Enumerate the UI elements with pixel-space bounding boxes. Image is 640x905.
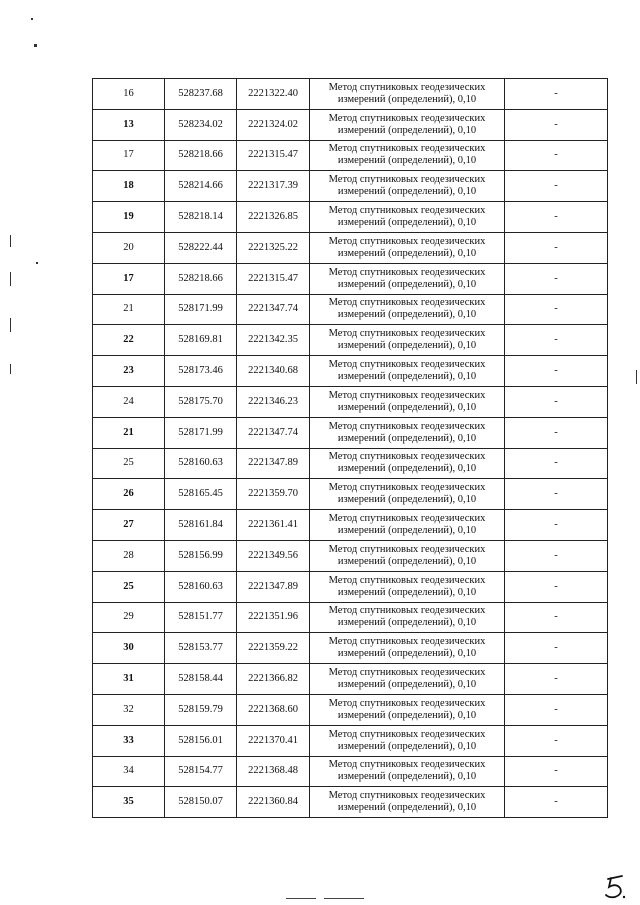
method-cell [310, 140, 505, 171]
point-number-cell: 17 [93, 263, 165, 294]
y-coordinate-cell: 2221370.41 [237, 725, 310, 756]
method-line-2: измерений (определений), 0,10 [337, 186, 477, 198]
method-line-1: Метод спутниковых геодезических [328, 451, 486, 463]
note-cell: - [505, 294, 608, 325]
coordinates-table-body [93, 79, 608, 818]
note-cell: - [505, 664, 608, 695]
x-coordinate-cell: 528165.45 [165, 479, 237, 510]
x-coordinate-cell: 528173.46 [165, 356, 237, 387]
point-number-cell: 28 [93, 540, 165, 571]
method-cell [310, 510, 505, 541]
note-cell: - [505, 448, 608, 479]
note-cell: - [505, 109, 608, 140]
method-line-2: измерений (определений), 0,10 [337, 371, 477, 383]
method-cell [310, 325, 505, 356]
method-line-2: измерений (определений), 0,10 [337, 309, 477, 321]
table-row [93, 756, 608, 787]
y-coordinate-cell: 2221340.68 [237, 356, 310, 387]
table-row [93, 356, 608, 387]
table-row [93, 448, 608, 479]
table-row [93, 232, 608, 263]
method-line-2: измерений (определений), 0,10 [337, 555, 477, 567]
x-coordinate-cell: 528218.66 [165, 263, 237, 294]
method-cell [310, 694, 505, 725]
method-line-2: измерений (определений), 0,10 [337, 340, 477, 352]
point-number-cell: 16 [93, 79, 165, 110]
note-cell: - [505, 510, 608, 541]
method-cell [310, 664, 505, 695]
method-line-2: измерений (определений), 0,10 [337, 771, 477, 783]
method-cell [310, 787, 505, 818]
x-coordinate-cell: 528171.99 [165, 417, 237, 448]
method-line-1: Метод спутниковых геодезических [328, 636, 486, 648]
method-line-2: измерений (определений), 0,10 [337, 155, 477, 167]
point-number-cell: 31 [93, 664, 165, 695]
table-row [93, 140, 608, 171]
point-number-cell: 22 [93, 325, 165, 356]
method-cell [310, 356, 505, 387]
x-coordinate-cell: 528214.66 [165, 171, 237, 202]
note-cell: - [505, 417, 608, 448]
x-coordinate-cell: 528218.14 [165, 202, 237, 233]
method-line-1: Метод спутниковых геодезических [328, 790, 486, 802]
point-number-cell: 27 [93, 510, 165, 541]
y-coordinate-cell: 2221366.82 [237, 664, 310, 695]
y-coordinate-cell: 2221360.84 [237, 787, 310, 818]
x-coordinate-cell: 528160.63 [165, 448, 237, 479]
scan-mark [10, 235, 11, 247]
y-coordinate-cell: 2221368.48 [237, 756, 310, 787]
point-number-cell: 35 [93, 787, 165, 818]
y-coordinate-cell: 2221359.70 [237, 479, 310, 510]
method-line-1: Метод спутниковых геодезических [328, 389, 486, 401]
method-line-2: измерений (определений), 0,10 [337, 494, 477, 506]
method-cell [310, 109, 505, 140]
note-cell: - [505, 263, 608, 294]
method-line-2: измерений (определений), 0,10 [337, 679, 477, 691]
method-line-2: измерений (определений), 0,10 [337, 802, 477, 814]
point-number-cell: 25 [93, 448, 165, 479]
note-cell: - [505, 725, 608, 756]
x-coordinate-cell: 528175.70 [165, 386, 237, 417]
scan-mark [10, 364, 11, 374]
x-coordinate-cell: 528156.99 [165, 540, 237, 571]
method-line-1: Метод спутниковых геодезических [328, 605, 486, 617]
point-number-cell: 21 [93, 294, 165, 325]
method-line-2: измерений (определений), 0,10 [337, 740, 477, 752]
table-row [93, 664, 608, 695]
table-row [93, 725, 608, 756]
table-row [93, 540, 608, 571]
method-line-2: измерений (определений), 0,10 [337, 586, 477, 598]
scan-mark [636, 370, 637, 384]
note-cell: - [505, 694, 608, 725]
page-number-handwritten [602, 872, 628, 900]
method-line-1: Метод спутниковых геодезических [328, 266, 486, 278]
x-coordinate-cell: 528222.44 [165, 232, 237, 263]
y-coordinate-cell: 2221317.39 [237, 171, 310, 202]
method-line-2: измерений (определений), 0,10 [337, 93, 477, 105]
method-line-1: Метод спутниковых геодезических [328, 667, 486, 679]
table-row [93, 386, 608, 417]
note-cell: - [505, 356, 608, 387]
point-number-cell: 17 [93, 140, 165, 171]
method-line-2: измерений (определений), 0,10 [337, 463, 477, 475]
method-cell [310, 171, 505, 202]
method-line-2: измерений (определений), 0,10 [337, 617, 477, 629]
y-coordinate-cell: 2221347.74 [237, 417, 310, 448]
scan-mark [10, 272, 11, 286]
bottom-scan-line [286, 898, 316, 899]
method-cell [310, 571, 505, 602]
method-line-1: Метод спутниковых геодезических [328, 359, 486, 371]
coordinates-table [92, 78, 608, 818]
x-coordinate-cell: 528151.77 [165, 602, 237, 633]
y-coordinate-cell: 2221324.02 [237, 109, 310, 140]
note-cell: - [505, 571, 608, 602]
x-coordinate-cell: 528160.63 [165, 571, 237, 602]
note-cell: - [505, 232, 608, 263]
y-coordinate-cell: 2221315.47 [237, 140, 310, 171]
method-line-1: Метод спутниковых геодезических [328, 697, 486, 709]
method-cell [310, 79, 505, 110]
point-number-cell: 24 [93, 386, 165, 417]
x-coordinate-cell: 528218.66 [165, 140, 237, 171]
note-cell: - [505, 479, 608, 510]
x-coordinate-cell: 528158.44 [165, 664, 237, 695]
method-cell [310, 479, 505, 510]
method-line-2: измерений (определений), 0,10 [337, 247, 477, 259]
point-number-cell: 20 [93, 232, 165, 263]
table-row [93, 109, 608, 140]
x-coordinate-cell: 528153.77 [165, 633, 237, 664]
point-number-cell: 21 [93, 417, 165, 448]
y-coordinate-cell: 2221349.56 [237, 540, 310, 571]
note-cell: - [505, 325, 608, 356]
method-line-2: измерений (определений), 0,10 [337, 278, 477, 290]
y-coordinate-cell: 2221347.74 [237, 294, 310, 325]
method-cell [310, 602, 505, 633]
x-coordinate-cell: 528154.77 [165, 756, 237, 787]
y-coordinate-cell: 2221347.89 [237, 448, 310, 479]
note-cell: - [505, 140, 608, 171]
method-cell [310, 756, 505, 787]
y-coordinate-cell: 2221361.41 [237, 510, 310, 541]
scan-dot [36, 262, 38, 264]
table-row [93, 294, 608, 325]
x-coordinate-cell: 528161.84 [165, 510, 237, 541]
note-cell: - [505, 787, 608, 818]
method-cell [310, 232, 505, 263]
table-row [93, 171, 608, 202]
method-line-1: Метод спутниковых геодезических [328, 513, 486, 525]
method-line-1: Метод спутниковых геодезических [328, 112, 486, 124]
y-coordinate-cell: 2221325.22 [237, 232, 310, 263]
table-row [93, 633, 608, 664]
x-coordinate-cell: 528150.07 [165, 787, 237, 818]
table-row [93, 694, 608, 725]
method-line-1: Метод спутниковых геодезических [328, 81, 486, 93]
point-number-cell: 25 [93, 571, 165, 602]
method-cell [310, 448, 505, 479]
method-line-1: Метод спутниковых геодезических [328, 143, 486, 155]
method-line-1: Метод спутниковых геодезических [328, 420, 486, 432]
table-row [93, 479, 608, 510]
y-coordinate-cell: 2221322.40 [237, 79, 310, 110]
method-line-1: Метод спутниковых геодезических [328, 728, 486, 740]
method-cell [310, 294, 505, 325]
method-cell [310, 386, 505, 417]
point-number-cell: 30 [93, 633, 165, 664]
point-number-cell: 18 [93, 171, 165, 202]
y-coordinate-cell: 2221315.47 [237, 263, 310, 294]
point-number-cell: 23 [93, 356, 165, 387]
table-row [93, 571, 608, 602]
y-coordinate-cell: 2221346.23 [237, 386, 310, 417]
point-number-cell: 13 [93, 109, 165, 140]
method-line-1: Метод спутниковых геодезических [328, 543, 486, 555]
y-coordinate-cell: 2221326.85 [237, 202, 310, 233]
y-coordinate-cell: 2221368.60 [237, 694, 310, 725]
y-coordinate-cell: 2221351.96 [237, 602, 310, 633]
scan-dot [34, 44, 37, 47]
note-cell: - [505, 756, 608, 787]
x-coordinate-cell: 528156.01 [165, 725, 237, 756]
method-line-1: Метод спутниковых геодезических [328, 759, 486, 771]
bottom-scan-line [324, 898, 364, 899]
table-row [93, 325, 608, 356]
method-cell [310, 202, 505, 233]
method-line-1: Метод спутниковых геодезических [328, 482, 486, 494]
note-cell: - [505, 540, 608, 571]
method-line-1: Метод спутниковых геодезических [328, 574, 486, 586]
x-coordinate-cell: 528169.81 [165, 325, 237, 356]
note-cell: - [505, 386, 608, 417]
method-line-2: измерений (определений), 0,10 [337, 217, 477, 229]
point-number-cell: 19 [93, 202, 165, 233]
method-line-1: Метод спутниковых геодезических [328, 174, 486, 186]
method-cell [310, 633, 505, 664]
scan-dot [31, 18, 33, 20]
note-cell: - [505, 633, 608, 664]
point-number-cell: 33 [93, 725, 165, 756]
y-coordinate-cell: 2221347.89 [237, 571, 310, 602]
table-row [93, 602, 608, 633]
y-coordinate-cell: 2221342.35 [237, 325, 310, 356]
method-line-2: измерений (определений), 0,10 [337, 709, 477, 721]
x-coordinate-cell: 528159.79 [165, 694, 237, 725]
method-line-2: измерений (определений), 0,10 [337, 525, 477, 537]
note-cell: - [505, 79, 608, 110]
table-row [93, 79, 608, 110]
method-cell [310, 540, 505, 571]
table-row [93, 787, 608, 818]
method-cell [310, 725, 505, 756]
table-row [93, 417, 608, 448]
method-line-2: измерений (определений), 0,10 [337, 648, 477, 660]
table-row [93, 263, 608, 294]
method-cell [310, 417, 505, 448]
x-coordinate-cell: 528237.68 [165, 79, 237, 110]
x-coordinate-cell: 528171.99 [165, 294, 237, 325]
point-number-cell: 29 [93, 602, 165, 633]
method-line-2: измерений (определений), 0,10 [337, 124, 477, 136]
note-cell: - [505, 171, 608, 202]
note-cell: - [505, 602, 608, 633]
method-cell [310, 263, 505, 294]
point-number-cell: 26 [93, 479, 165, 510]
point-number-cell: 32 [93, 694, 165, 725]
method-line-1: Метод спутниковых геодезических [328, 205, 486, 217]
method-line-2: измерений (определений), 0,10 [337, 432, 477, 444]
method-line-1: Метод спутниковых геодезических [328, 235, 486, 247]
method-line-2: измерений (определений), 0,10 [337, 401, 477, 413]
x-coordinate-cell: 528234.02 [165, 109, 237, 140]
table-row [93, 510, 608, 541]
note-cell: - [505, 202, 608, 233]
method-line-1: Метод спутниковых геодезических [328, 297, 486, 309]
scan-mark [10, 318, 11, 332]
point-number-cell: 34 [93, 756, 165, 787]
method-line-1: Метод спутниковых геодезических [328, 328, 486, 340]
y-coordinate-cell: 2221359.22 [237, 633, 310, 664]
table-row [93, 202, 608, 233]
